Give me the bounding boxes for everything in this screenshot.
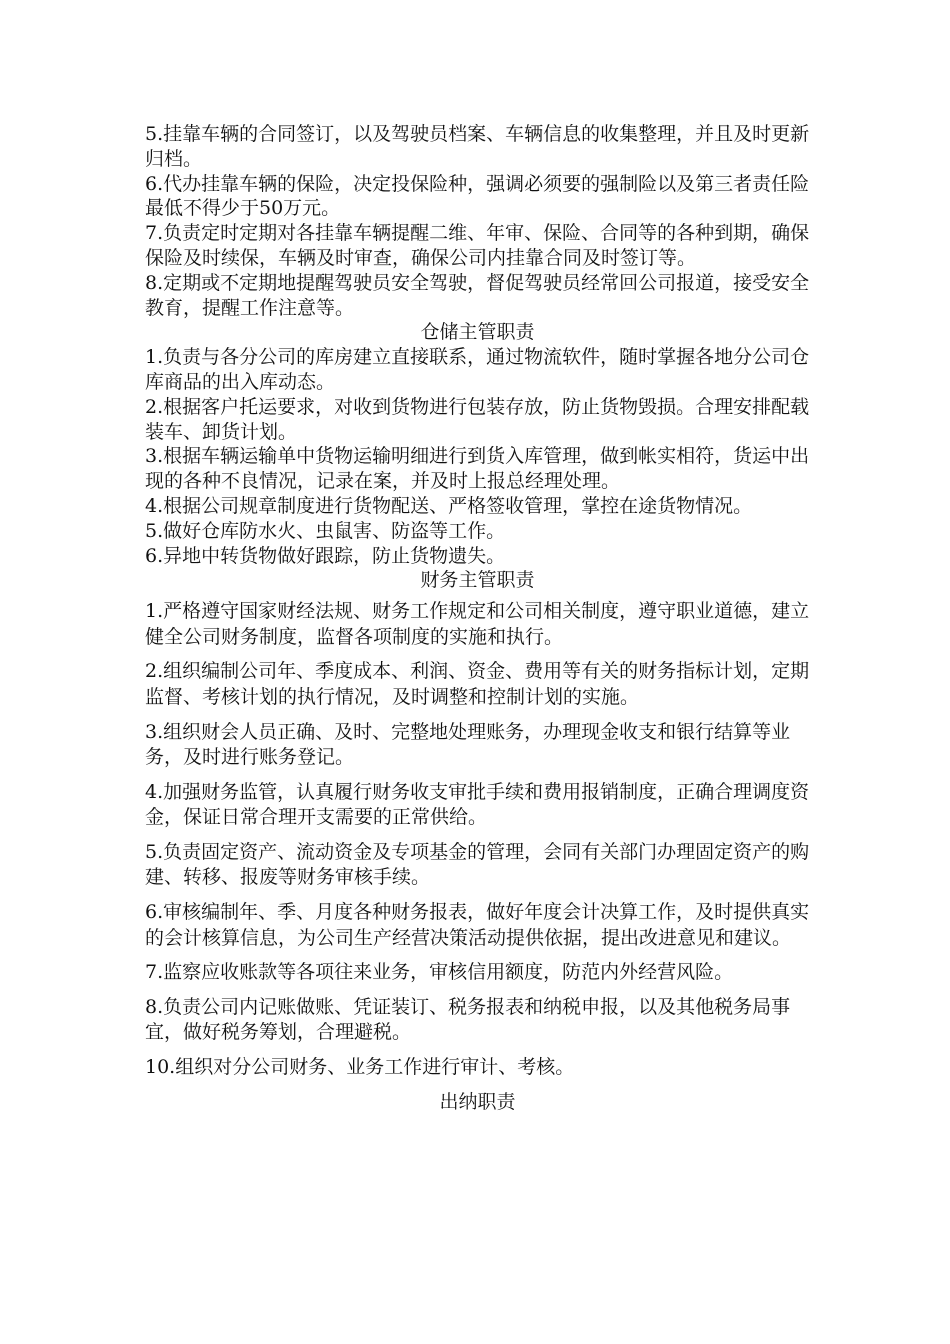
finance-item-3: 3.组织财会人员正确、及时、完整地处理账务，办理现金收支和银行结算等业务，及时进行账务登记。 (145, 720, 791, 769)
cashier-heading: 出纳职责 (439, 1090, 516, 1113)
finance-item-5: 5.负责固定资产、流动资金及专项基金的管理，会同有关部门办理固定资产的购建、转移、报废等财务审核手续。 (145, 840, 810, 889)
finance-item-4: 4.加强财务监管，认真履行财务收支审批手续和费用报销制度，正确合理调度资金，保证日常合理开支需要的正常供给。 (145, 780, 810, 829)
finance-heading: 财务主管职责 (420, 569, 535, 592)
warehouse-item-5: 5.做好仓库防水火、虫鼠害、防盗等工作。 (145, 519, 506, 542)
cashier-section (145, 1090, 810, 1115)
vehicle-item-7: 7.负责定时定期对各挂靠车辆提醒二维、年审、保险、合同等的各种到期，确保保险及时续保，车辆及时审查，确保公司内挂靠合同及时签订等。 (145, 222, 810, 269)
vehicle-item-5: 5.挂靠车辆的合同签订，以及驾驶员档案、车辆信息的收集整理，并且及时更新归档。 (145, 123, 810, 170)
finance-item-2: 2.组织编制公司年、季度成本、利润、资金、费用等有关的财务指标计划，定期监督、考核计划的执行情况，及时调整和控制计划的实施。 (145, 660, 810, 708)
warehouse-item-3: 3.根据车辆运输单中货物运输明细进行到货入库管理，做到帐实相符，货运中出现的各种不良情况，记录在案，并及时上报总经理处理。 (145, 445, 810, 493)
vehicle-item-6: 6.代办挂靠车辆的保险，决定投保险种，强调必须要的强制险以及第三者责任险最低不得少于50万元。 (145, 172, 810, 220)
vehicle-item-8: 8.定期或不定期地提醒驾驶员安全驾驶，督促驾驶员经常回公司报道，接受安全教育，提醒工作注意等。 (145, 271, 810, 319)
warehouse-item-2: 2.根据客户托运要求，对收到货物进行包装存放，防止货物毁损。合理安排配载装车、卸货计划。 (145, 395, 810, 443)
finance-item-8: 8.负责公司内记账做账、凭证装订、税务报表和纳税申报，以及其他税务局事宜，做好税务筹划，合理避税。 (145, 995, 791, 1044)
warehouse-heading: 仓储主管职责 (420, 321, 535, 344)
finance-item-6: 6.审核编制年、季、月度各种财务报表，做好年度会计决算工作，及时提供真实的会计核算信息，为公司生产经营决策活动提供依据，提出改进意见和建议。 (145, 901, 810, 949)
finance-item-7: 7.监察应收账款等各项往来业务，审核信用额度，防范内外经营风险。 (145, 961, 734, 984)
finance-section (145, 568, 810, 1080)
warehouse-section (145, 320, 810, 568)
vehicle-section (145, 122, 810, 320)
warehouse-item-4: 4.根据公司规章制度进行货物配送、严格签收管理，掌控在途货物情况。 (145, 494, 753, 517)
document-page (145, 122, 810, 1114)
warehouse-item-1: 1.负责与各分公司的库房建立直接联系，通过物流软件，随时掌握各地分公司仓库商品的出入库动态。 (145, 346, 810, 393)
finance-item-10: 10.组织对分公司财务、业务工作进行审计、考核。 (145, 1056, 575, 1079)
finance-item-1: 1.严格遵守国家财经法规、财务工作规定和公司相关制度，遵守职业道德，建立健全公司财务制度，监督各项制度的实施和执行。 (145, 600, 810, 648)
warehouse-item-6: 6.异地中转货物做好跟踪，防止货物遗失。 (145, 544, 506, 567)
